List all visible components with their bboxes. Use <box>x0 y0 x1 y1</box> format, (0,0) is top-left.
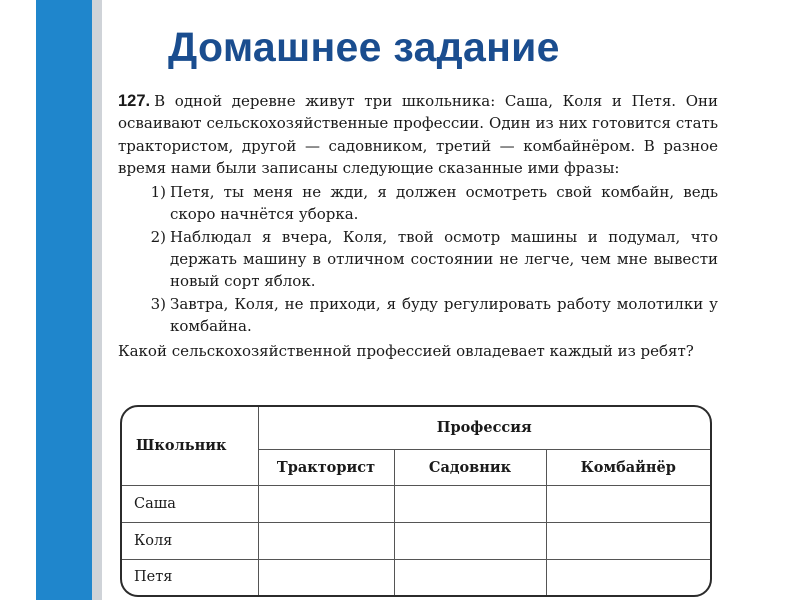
header-student: Школьник <box>122 407 258 485</box>
header-gardener: Садовник <box>394 449 546 485</box>
answer-table <box>120 405 712 597</box>
slide-title: Домашнее задание <box>168 24 560 70</box>
statement-number: 2) <box>150 227 166 246</box>
decorative-side-strip <box>92 0 102 600</box>
problem-text <box>118 90 718 363</box>
statement-item <box>118 226 718 293</box>
problem-question: Какой сельскохозяйственной профессией овладевает каждый из ребят? <box>118 342 694 361</box>
header-tractor-driver: Тракторист <box>258 449 394 485</box>
problem-intro <box>118 90 718 179</box>
table-row <box>122 559 710 595</box>
answer-cell[interactable] <box>546 485 710 522</box>
problem-number: 127. <box>118 92 151 110</box>
answer-cell[interactable] <box>258 559 394 595</box>
statements-list <box>118 181 718 337</box>
answer-cell[interactable] <box>394 522 546 559</box>
answer-cell[interactable] <box>546 559 710 595</box>
row-name-kolya: Коля <box>122 522 258 559</box>
table-row <box>122 522 710 559</box>
statement-number: 3) <box>150 294 166 313</box>
row-name-petya: Петя <box>122 559 258 595</box>
statement-text: Завтра, Коля, не приходи, я буду регулировать работу молотилки у комбайна. <box>170 294 718 335</box>
row-name-sasha: Саша <box>122 485 258 522</box>
answer-cell[interactable] <box>546 522 710 559</box>
problem-intro-text: В одной деревне живут три школьника: Саша, Коля и Петя. Они осваивают сельскохозяйственные профессии. Один из них готовится стать трактористом, другой — садовником, третий — комбайнёром. В разное время нами были записаны следующие сказанные ими фразы: <box>118 92 718 177</box>
decorative-side-bar <box>36 0 92 600</box>
answer-cell[interactable] <box>394 559 546 595</box>
answer-cell[interactable] <box>258 485 394 522</box>
statement-item <box>118 181 718 226</box>
statement-item <box>118 293 718 338</box>
statement-number: 1) <box>150 183 166 202</box>
table-row <box>122 485 710 522</box>
header-combine-operator: Комбайнёр <box>546 449 710 485</box>
statement-text: Петя, ты меня не жди, я должен осмотреть свой комбайн, ведь скоро начнётся уборка. <box>170 183 718 224</box>
header-profession: Профессия <box>258 407 710 449</box>
answer-cell[interactable] <box>258 522 394 559</box>
answer-cell[interactable] <box>394 485 546 522</box>
statement-text: Наблюдал я вчера, Коля, твой осмотр машины и подумал, что держать машину в отличном состоянии не легче, чем мне вывести новый сорт яблок. <box>170 227 718 291</box>
